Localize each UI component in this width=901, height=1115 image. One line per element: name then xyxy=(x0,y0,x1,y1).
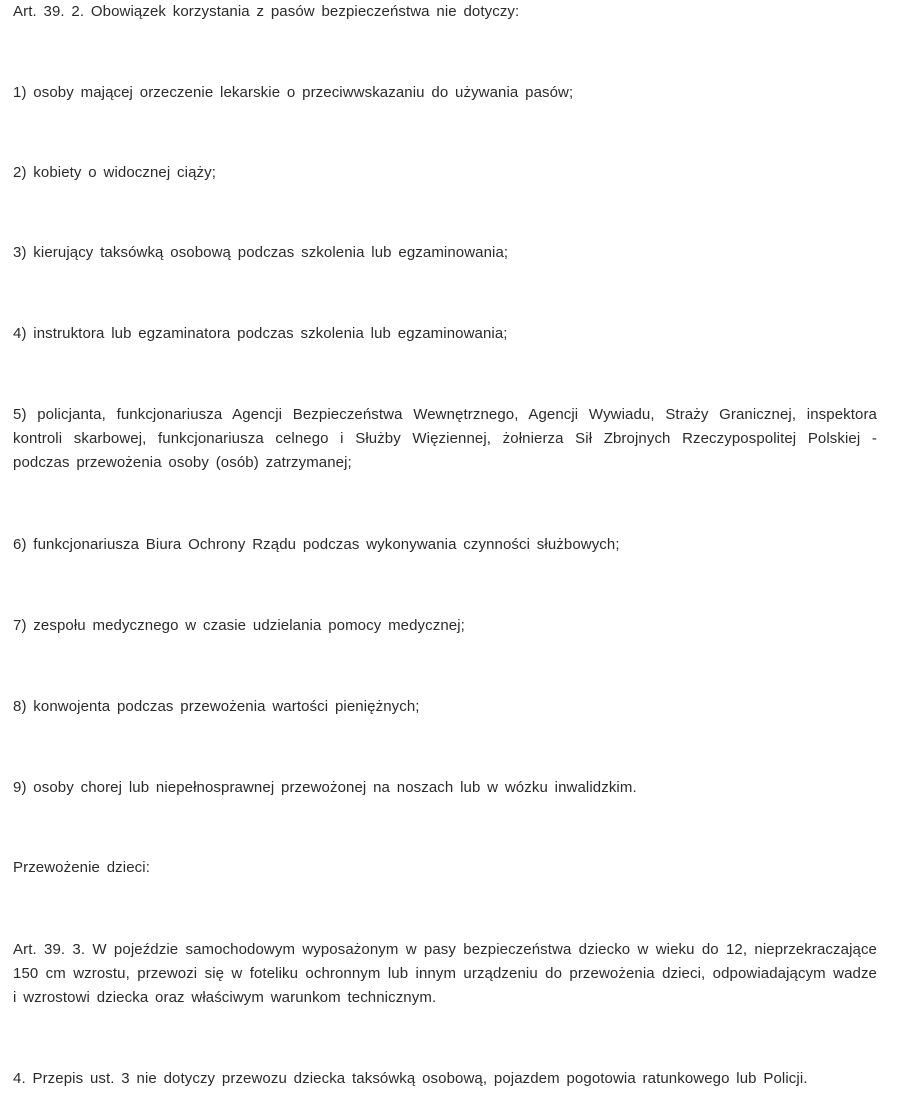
section-heading-child-transport: Przewożenie dzieci: xyxy=(13,859,150,876)
exemption-item-4: 4) instruktora lub egzaminatora podczas szkolenia lub egzaminowania; xyxy=(13,325,508,342)
exemption-item-6: 6) funkcjonariusza Biura Ochrony Rządu podczas wykonywania czynności służbowych; xyxy=(13,536,620,553)
exemption-item-7: 7) zespołu medycznego w czasie udzielania pomocy medycznej; xyxy=(13,617,465,634)
article-39-4: 4. Przepis ust. 3 nie dotyczy przewozu dziecka taksówką osobową, pojazdem pogotowia ratunkowego lub Policji. xyxy=(13,1070,808,1087)
document-body xyxy=(13,0,877,1115)
exemption-item-1: 1) osoby mającej orzeczenie lekarskie o przeciwwskazaniu do używania pasów; xyxy=(13,84,574,101)
article-39-2-intro: Art. 39. 2. Obowiązek korzystania z pasów bezpieczeństwa nie dotyczy: xyxy=(13,3,520,20)
exemption-item-3: 3) kierujący taksówką osobową podczas szkolenia lub egzaminowania; xyxy=(13,244,509,261)
exemption-item-9: 9) osoby chorej lub niepełnosprawnej przewożonej na noszach lub w wózku inwalidzkim. xyxy=(13,779,637,796)
exemption-item-2: 2) kobiety o widocznej ciąży; xyxy=(13,164,216,181)
exemption-item-5: 5) policjanta, funkcjonariusza Agencji Bezpieczeństwa Wewnętrznego, Agencji Wywiadu, Straży Granicznej, inspektora kontroli skarbowej, funkcjonariusza celnego i Służby Więziennej, żołnierza Sił Zbrojnych Rzeczypospolitej Polskiej - podczas przewożenia osoby (osób) zatrzymanej; xyxy=(13,406,877,471)
article-39-3: Art. 39. 3. W pojeździe samochodowym wyposażonym w pasy bezpieczeństwa dziecko w wieku do 12, nieprzekraczające 150 cm wzrostu, przewozi się w foteliku ochronnym lub innym urządzeniu do przewożenia dzieci, odpowiadającym wadze i wzrostowi dziecka oraz właściwym warunkom technicznym. xyxy=(13,941,877,1006)
exemption-item-8: 8) konwojenta podczas przewożenia wartości pieniężnych; xyxy=(13,698,420,715)
